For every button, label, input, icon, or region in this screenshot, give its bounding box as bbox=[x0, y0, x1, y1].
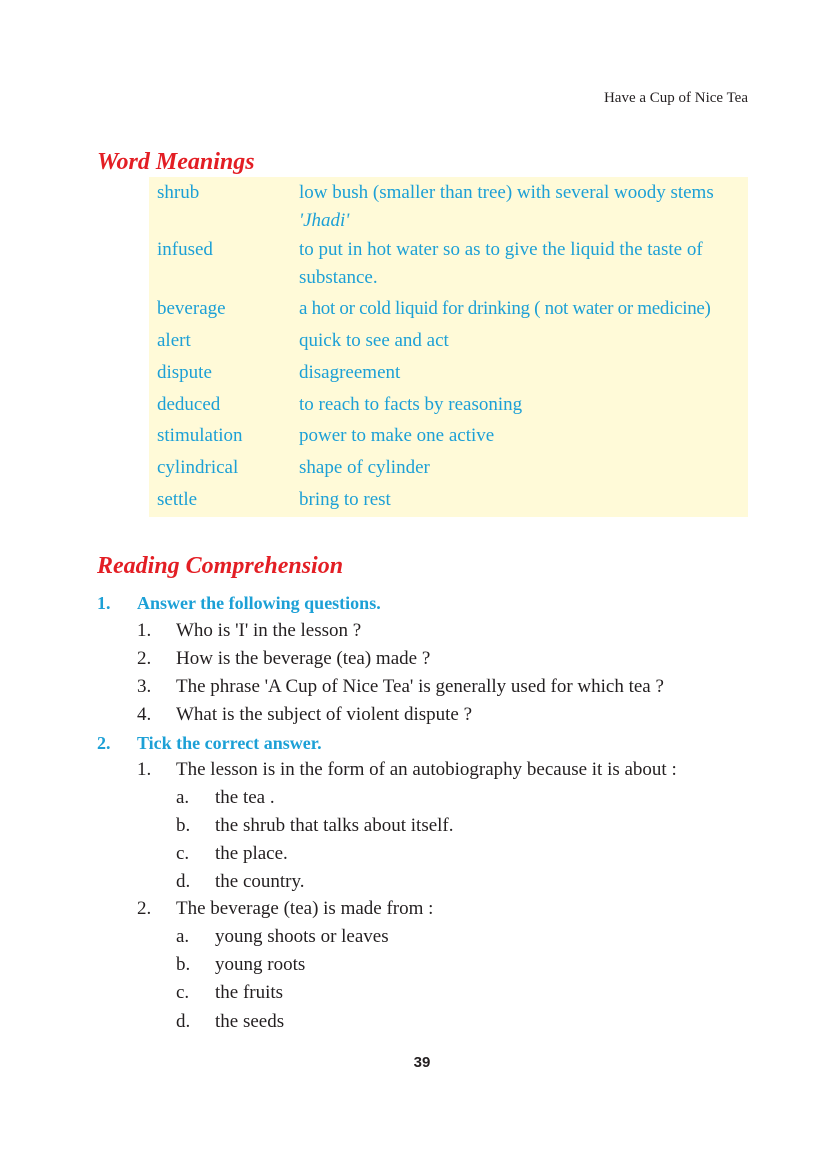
hindi-note: 'Jhadi' bbox=[299, 210, 350, 231]
option-text: the shrub that talks about itself. bbox=[215, 815, 454, 836]
option-letter: b. bbox=[176, 815, 191, 836]
question-text: What is the subject of violent dispute ? bbox=[176, 704, 473, 725]
meaning: quick to see and act bbox=[299, 330, 449, 351]
meaning: a hot or cold liquid for drinking ( not water or medicine) bbox=[299, 298, 711, 319]
exercise-1-heading bbox=[97, 592, 381, 614]
option-letter: d. bbox=[176, 871, 191, 892]
word: deduced bbox=[157, 394, 221, 415]
option-text: young shoots or leaves bbox=[215, 926, 389, 947]
option-text: the tea . bbox=[215, 787, 275, 808]
option-letter: a. bbox=[176, 787, 190, 808]
meaning: bring to rest bbox=[299, 489, 391, 510]
exercise-instruction: Tick the correct answer. bbox=[137, 733, 322, 753]
option-text: the place. bbox=[215, 843, 288, 864]
question-text: Who is 'I' in the lesson ? bbox=[176, 620, 362, 641]
answer-option[interactable] bbox=[176, 870, 305, 894]
word: dispute bbox=[157, 362, 212, 383]
question-item bbox=[137, 703, 472, 727]
word-meanings-heading: Word Meanings bbox=[97, 149, 255, 175]
meaning bbox=[299, 179, 749, 235]
option-text: young roots bbox=[215, 954, 306, 975]
word: infused bbox=[157, 239, 213, 260]
meaning: power to make one active bbox=[299, 425, 495, 446]
option-text: the country. bbox=[215, 871, 305, 892]
reading-comprehension-heading: Reading Comprehension bbox=[97, 553, 344, 579]
question-number: 1. bbox=[137, 759, 152, 780]
answer-option[interactable] bbox=[176, 981, 283, 1005]
option-letter: b. bbox=[176, 954, 191, 975]
answer-option[interactable] bbox=[176, 814, 454, 838]
answer-option[interactable] bbox=[176, 925, 389, 949]
option-letter: d. bbox=[176, 1011, 191, 1032]
word: cylindrical bbox=[157, 457, 239, 478]
answer-option[interactable] bbox=[176, 842, 288, 866]
question-number: 2. bbox=[137, 648, 152, 669]
question-number: 4. bbox=[137, 704, 152, 725]
answer-option[interactable] bbox=[176, 786, 275, 810]
meaning-text: low bush (smaller than tree) with several woody stems bbox=[299, 182, 714, 203]
word: settle bbox=[157, 489, 198, 510]
question-item bbox=[137, 758, 677, 782]
question-text: How is the beverage (tea) made ? bbox=[176, 648, 431, 669]
question-item bbox=[137, 647, 430, 671]
question-item bbox=[137, 897, 433, 921]
meaning: to reach to facts by reasoning bbox=[299, 394, 523, 415]
option-letter: c. bbox=[176, 982, 190, 1003]
option-text: the seeds bbox=[215, 1011, 285, 1032]
option-text: the fruits bbox=[215, 982, 284, 1003]
option-letter: c. bbox=[176, 843, 190, 864]
question-text: The lesson is in the form of an autobiography because it is about : bbox=[176, 759, 677, 780]
option-letter: a. bbox=[176, 926, 190, 947]
question-text: The phrase 'A Cup of Nice Tea' is generally used for which tea ? bbox=[176, 676, 664, 697]
word: alert bbox=[157, 330, 191, 351]
question-number: 2. bbox=[137, 898, 152, 919]
question-item bbox=[137, 619, 361, 643]
answer-option[interactable] bbox=[176, 953, 305, 977]
meaning: shape of cylinder bbox=[299, 457, 430, 478]
exercise-number: 2. bbox=[97, 733, 111, 753]
question-item bbox=[137, 675, 664, 699]
page-number: 39 bbox=[413, 1054, 431, 1071]
word-meanings-table bbox=[149, 177, 748, 517]
answer-option[interactable] bbox=[176, 1010, 284, 1034]
meaning: disagreement bbox=[299, 362, 401, 383]
question-number: 1. bbox=[137, 620, 152, 641]
word: stimulation bbox=[157, 425, 243, 446]
question-text: The beverage (tea) is made from : bbox=[176, 898, 434, 919]
question-number: 3. bbox=[137, 676, 152, 697]
running-head-title: Have a Cup of Nice Tea bbox=[603, 90, 748, 106]
meaning: to put in hot water so as to give the liquid the taste of substance. bbox=[299, 239, 703, 288]
exercise-2-heading bbox=[97, 732, 322, 754]
exercise-instruction: Answer the following questions. bbox=[137, 593, 381, 613]
word: shrub bbox=[157, 182, 200, 203]
exercise-number: 1. bbox=[97, 593, 111, 613]
word: beverage bbox=[157, 298, 226, 319]
